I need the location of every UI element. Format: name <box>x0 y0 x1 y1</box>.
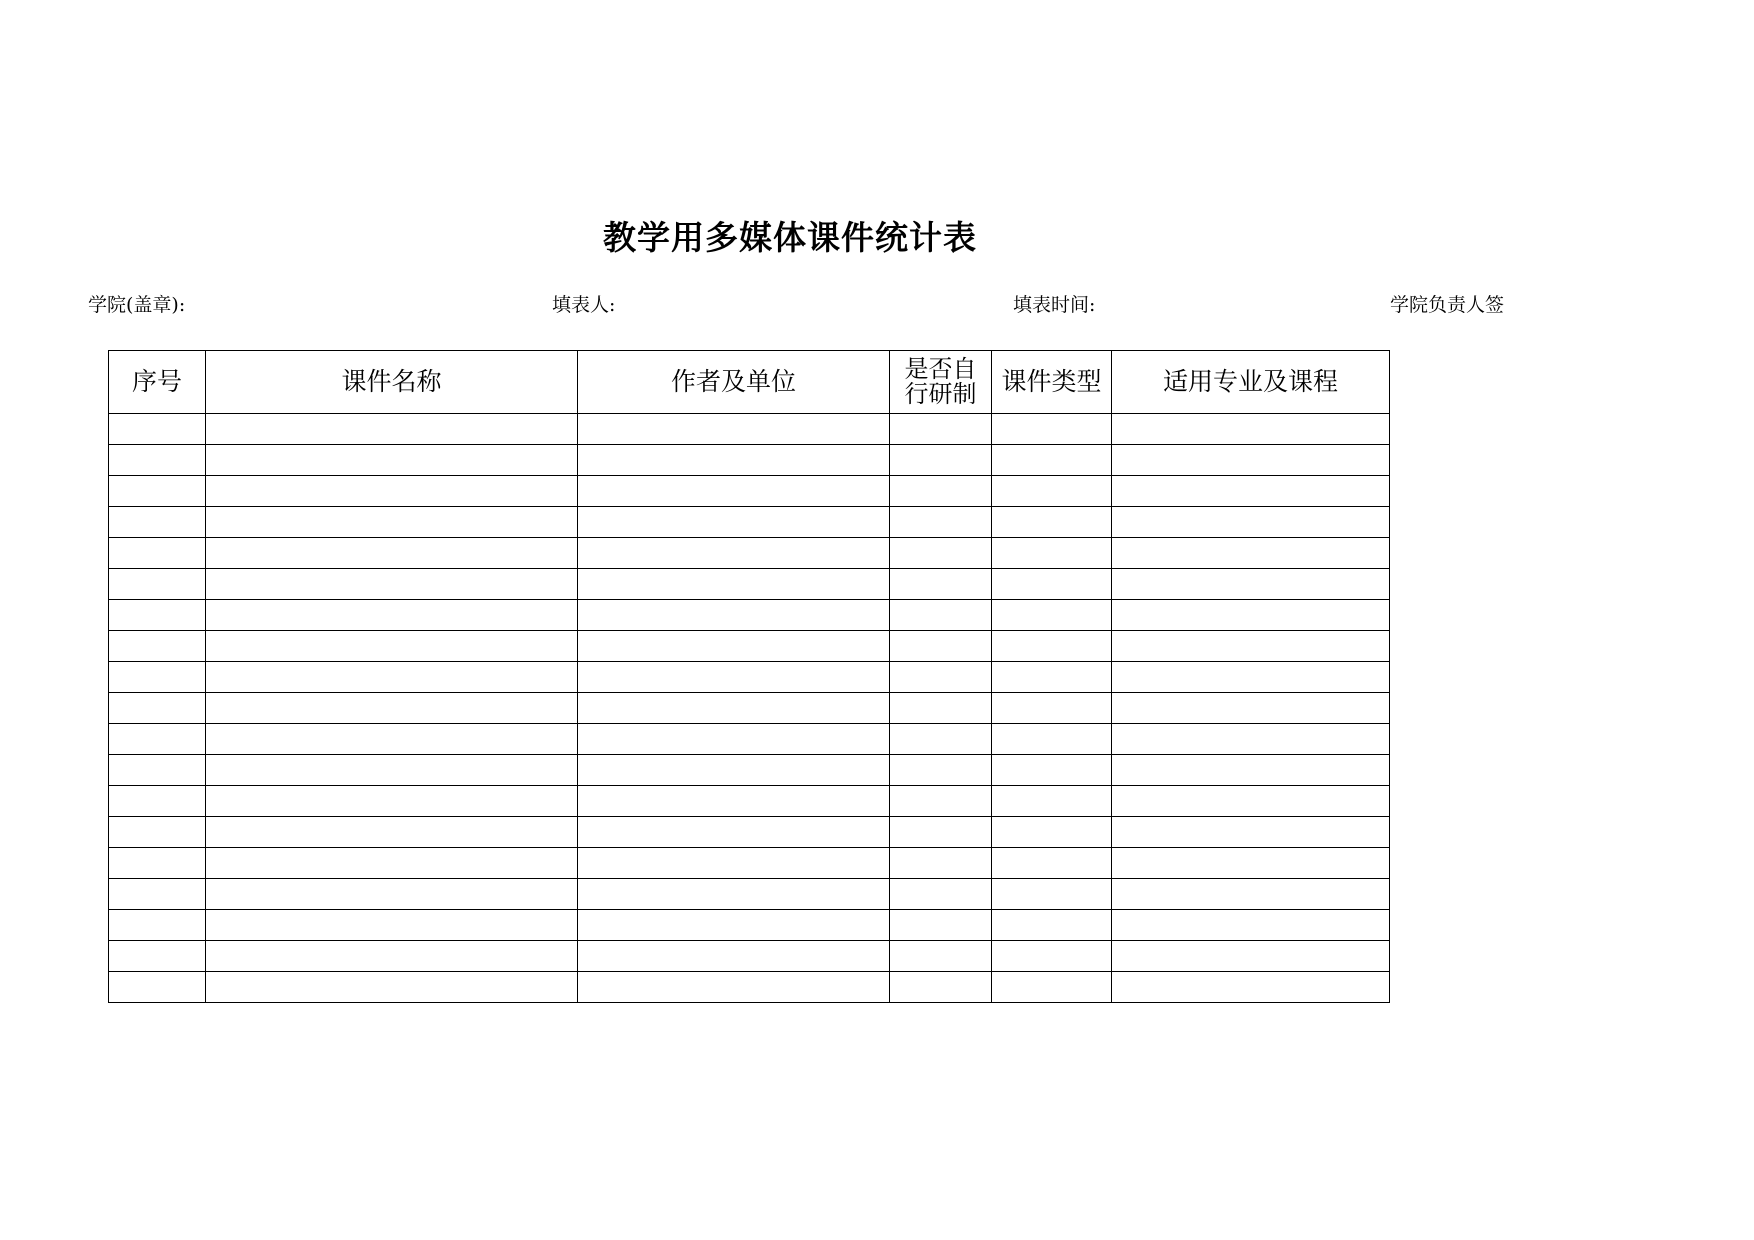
table-cell[interactable] <box>109 507 206 538</box>
table-cell[interactable] <box>992 631 1112 662</box>
table-row <box>109 631 1390 662</box>
table-cell[interactable] <box>206 600 578 631</box>
table-cell[interactable] <box>578 538 890 569</box>
table-cell[interactable] <box>992 569 1112 600</box>
table-cell[interactable] <box>992 600 1112 631</box>
table-cell[interactable] <box>109 941 206 972</box>
header-serial-number: 序号 <box>109 351 206 414</box>
table-cell[interactable] <box>992 879 1112 910</box>
college-stamp-label: 学院(盖章): <box>88 294 186 316</box>
table-cell[interactable] <box>206 972 578 1003</box>
table-cell[interactable] <box>1112 817 1390 848</box>
table-cell[interactable] <box>578 879 890 910</box>
table-cell[interactable] <box>109 817 206 848</box>
table-body <box>109 414 1390 1003</box>
table-row <box>109 910 1390 941</box>
table-cell[interactable] <box>992 786 1112 817</box>
table-cell[interactable] <box>206 817 578 848</box>
table-cell[interactable] <box>992 941 1112 972</box>
table-cell[interactable] <box>109 445 206 476</box>
table-cell[interactable] <box>109 879 206 910</box>
table-cell[interactable] <box>1112 910 1390 941</box>
table-cell[interactable] <box>206 941 578 972</box>
table-cell[interactable] <box>206 724 578 755</box>
table-row <box>109 507 1390 538</box>
table-cell[interactable] <box>578 755 890 786</box>
table-cell[interactable] <box>578 786 890 817</box>
table-cell[interactable] <box>890 817 992 848</box>
table-cell[interactable] <box>890 848 992 879</box>
table-row <box>109 817 1390 848</box>
table-cell[interactable] <box>578 724 890 755</box>
table-cell[interactable] <box>578 910 890 941</box>
table-cell[interactable] <box>992 662 1112 693</box>
table-cell[interactable] <box>578 817 890 848</box>
table-cell[interactable] <box>890 569 992 600</box>
table-cell[interactable] <box>992 414 1112 445</box>
table-cell[interactable] <box>578 445 890 476</box>
header-self-developed-line2: 行研制 <box>904 380 977 408</box>
header-author-and-unit: 作者及单位 <box>578 351 890 414</box>
table-row <box>109 569 1390 600</box>
table-cell[interactable] <box>578 848 890 879</box>
table-cell[interactable] <box>992 724 1112 755</box>
table-cell[interactable] <box>890 879 992 910</box>
table-row <box>109 848 1390 879</box>
table-cell[interactable] <box>890 786 992 817</box>
table-row <box>109 445 1390 476</box>
table-cell[interactable] <box>206 507 578 538</box>
table-row <box>109 662 1390 693</box>
table-cell[interactable] <box>890 662 992 693</box>
table-cell[interactable] <box>109 910 206 941</box>
table-cell[interactable] <box>1112 693 1390 724</box>
fill-time-label: 填表时间: <box>1013 294 1096 316</box>
table-row <box>109 972 1390 1003</box>
table-cell[interactable] <box>206 693 578 724</box>
filler-label: 填表人: <box>552 294 616 316</box>
table-cell[interactable] <box>109 724 206 755</box>
courseware-table <box>108 350 1390 1003</box>
table-cell[interactable] <box>1112 569 1390 600</box>
header-applicable-major-course: 适用专业及课程 <box>1112 351 1390 414</box>
table-cell[interactable] <box>1112 755 1390 786</box>
table-cell[interactable] <box>578 476 890 507</box>
table-cell[interactable] <box>992 817 1112 848</box>
table-cell[interactable] <box>890 693 992 724</box>
table-cell[interactable] <box>206 662 578 693</box>
table-header-row <box>109 351 1390 414</box>
table-cell[interactable] <box>109 693 206 724</box>
table-row <box>109 600 1390 631</box>
table-cell[interactable] <box>1112 631 1390 662</box>
table-row <box>109 724 1390 755</box>
table-cell[interactable] <box>578 414 890 445</box>
table-row <box>109 476 1390 507</box>
table-cell[interactable] <box>109 538 206 569</box>
table-cell[interactable] <box>992 476 1112 507</box>
table-cell[interactable] <box>890 631 992 662</box>
table-row <box>109 941 1390 972</box>
table-row <box>109 538 1390 569</box>
table-cell[interactable] <box>206 786 578 817</box>
table-cell[interactable] <box>890 724 992 755</box>
table-cell[interactable] <box>206 755 578 786</box>
table-cell[interactable] <box>206 910 578 941</box>
table-cell[interactable] <box>578 507 890 538</box>
table-cell[interactable] <box>890 445 992 476</box>
table-cell[interactable] <box>1112 941 1390 972</box>
header-self-developed <box>890 351 992 414</box>
table-cell[interactable] <box>109 600 206 631</box>
table-cell[interactable] <box>109 414 206 445</box>
table-cell[interactable] <box>992 507 1112 538</box>
header-courseware-type: 课件类型 <box>992 351 1112 414</box>
table-cell[interactable] <box>890 414 992 445</box>
table-cell[interactable] <box>109 569 206 600</box>
table-cell[interactable] <box>578 662 890 693</box>
table-cell[interactable] <box>578 941 890 972</box>
table-cell[interactable] <box>1112 972 1390 1003</box>
table-row <box>109 879 1390 910</box>
table-row <box>109 414 1390 445</box>
table-cell[interactable] <box>206 445 578 476</box>
table-cell[interactable] <box>109 631 206 662</box>
table-cell[interactable] <box>890 507 992 538</box>
table-cell[interactable] <box>1112 879 1390 910</box>
table-cell[interactable] <box>578 569 890 600</box>
table-cell[interactable] <box>992 693 1112 724</box>
table-cell[interactable] <box>1112 445 1390 476</box>
table-cell[interactable] <box>1112 476 1390 507</box>
table-cell[interactable] <box>890 600 992 631</box>
table-cell[interactable] <box>890 941 992 972</box>
table-cell[interactable] <box>1112 600 1390 631</box>
table-cell[interactable] <box>578 631 890 662</box>
table-cell[interactable] <box>890 972 992 1003</box>
table-cell[interactable] <box>206 631 578 662</box>
table-cell[interactable] <box>109 786 206 817</box>
table-row <box>109 755 1390 786</box>
table-cell[interactable] <box>578 972 890 1003</box>
table-cell[interactable] <box>109 972 206 1003</box>
table-cell[interactable] <box>992 538 1112 569</box>
table-cell[interactable] <box>1112 414 1390 445</box>
table-cell[interactable] <box>890 910 992 941</box>
table-cell[interactable] <box>206 538 578 569</box>
document-title: 教学用多媒体课件统计表 <box>603 218 977 257</box>
header-self-developed-line1: 是否自 <box>904 354 977 383</box>
table-row <box>109 786 1390 817</box>
table-cell[interactable] <box>992 972 1112 1003</box>
table-cell[interactable] <box>1112 662 1390 693</box>
table-cell[interactable] <box>206 414 578 445</box>
table-cell[interactable] <box>992 445 1112 476</box>
table-cell[interactable] <box>109 848 206 879</box>
table-cell[interactable] <box>1112 848 1390 879</box>
table-cell[interactable] <box>1112 507 1390 538</box>
table-cell[interactable] <box>109 662 206 693</box>
table-cell[interactable] <box>1112 786 1390 817</box>
table-cell[interactable] <box>206 879 578 910</box>
head-signature-label: 学院负责人签 <box>1390 294 1505 316</box>
table-cell[interactable] <box>992 755 1112 786</box>
table-cell[interactable] <box>992 848 1112 879</box>
table-cell[interactable] <box>890 538 992 569</box>
table-cell[interactable] <box>1112 538 1390 569</box>
table-cell[interactable] <box>206 476 578 507</box>
table-cell[interactable] <box>206 569 578 600</box>
table-cell[interactable] <box>1112 724 1390 755</box>
table-cell[interactable] <box>890 476 992 507</box>
table-cell[interactable] <box>206 848 578 879</box>
table-cell[interactable] <box>890 755 992 786</box>
header-courseware-name: 课件名称 <box>206 351 578 414</box>
table-cell[interactable] <box>109 755 206 786</box>
table-cell[interactable] <box>992 910 1112 941</box>
table-cell[interactable] <box>578 600 890 631</box>
table-cell[interactable] <box>578 693 890 724</box>
table-row <box>109 693 1390 724</box>
table-cell[interactable] <box>109 476 206 507</box>
